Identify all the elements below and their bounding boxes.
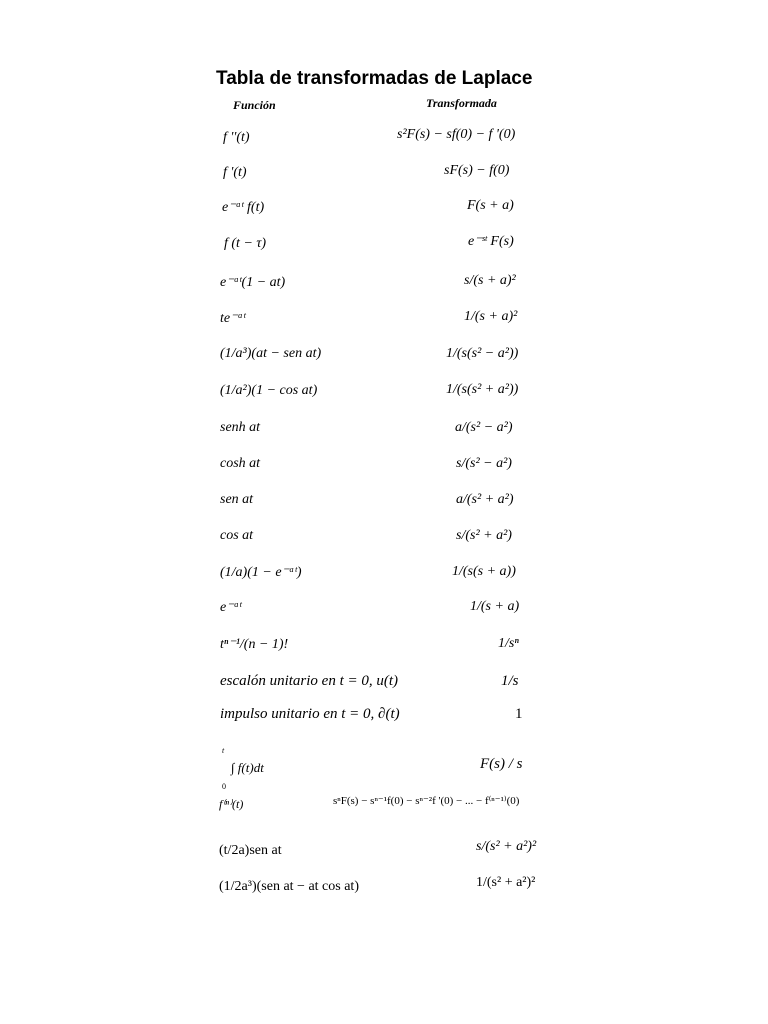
integral-expression: ∫ f(t)dt	[231, 760, 264, 775]
transform-cell: s/(s² − a²)	[456, 456, 512, 471]
transform-cell: s/(s² + a²)²	[476, 839, 537, 854]
transform-cell: a/(s² − a²)	[455, 420, 513, 435]
transform-cell: e⁻ˢᵗ F(s)	[468, 234, 514, 249]
function-cell: tⁿ⁻¹/(n − 1)!	[220, 637, 289, 652]
function-cell: (1/a³)(at − sen at)	[220, 346, 322, 361]
function-cell: f (t − τ)	[224, 236, 267, 251]
transform-cell: s/(s + a)²	[464, 273, 516, 288]
integral-lower-limit: 0	[222, 782, 226, 791]
transform-cell: F(s) / s	[480, 756, 523, 772]
transform-cell: 1	[515, 706, 523, 722]
transform-cell: 1/(s(s + a))	[452, 564, 516, 579]
function-cell: cos at	[220, 528, 254, 543]
transform-cell: 1/(s + a)	[470, 599, 520, 614]
transform-cell: sF(s) − f(0)	[444, 163, 510, 178]
function-cell: (t/2a)sen at	[219, 843, 282, 858]
transform-cell: 1/(s + a)²	[464, 309, 518, 324]
function-cell: f⁽ⁿ⁾(t)	[219, 797, 244, 811]
function-cell: f '(t)	[223, 165, 247, 180]
transform-cell: 1/(s² + a²)²	[476, 875, 536, 890]
function-cell: (1/a)(1 − e⁻ᵃᵗ)	[220, 565, 302, 580]
function-cell: sen at	[220, 492, 254, 507]
transform-cell: s²F(s) − sf(0) − f '(0)	[397, 127, 516, 142]
transform-cell: 1/(s(s² − a²))	[446, 346, 519, 361]
function-cell: te⁻ᵃᵗ	[220, 311, 246, 326]
transform-cell: F(s + a)	[467, 198, 514, 213]
function-cell: impulso unitario en t = 0, ∂(t)	[220, 706, 400, 722]
transform-cell: 1/(s(s² + a²))	[446, 382, 519, 397]
column-header-transform: Transformada	[426, 96, 497, 110]
column-header-function: Función	[233, 98, 276, 112]
function-cell: e⁻ᵃᵗ f(t)	[222, 200, 265, 215]
function-cell: f ''(t)	[223, 130, 250, 145]
function-cell: cosh at	[220, 456, 261, 471]
transform-cell: s/(s² + a²)	[456, 528, 512, 543]
transform-cell: 1/sⁿ	[498, 636, 519, 651]
function-cell: e⁻ᵃᵗ	[220, 600, 242, 615]
function-cell: (1/a²)(1 − cos at)	[220, 383, 318, 398]
function-cell: e⁻ᵃᵗ(1 − at)	[220, 275, 286, 290]
transform-cell: a/(s² + a²)	[456, 492, 514, 507]
integral-upper-limit: t	[222, 746, 225, 755]
transform-cell: sⁿF(s) − sⁿ⁻¹f(0) − sⁿ⁻²f '(0) − ... − f⁽ⁿ⁻¹⁾(0)	[333, 795, 520, 807]
page-title: Tabla de transformadas de Laplace	[216, 68, 533, 89]
function-cell: senh at	[220, 420, 261, 435]
transform-cell: 1/s	[501, 673, 519, 689]
function-cell: (1/2a³)(sen at − at cos at)	[219, 879, 359, 894]
function-cell: escalón unitario en t = 0, u(t)	[220, 673, 399, 689]
